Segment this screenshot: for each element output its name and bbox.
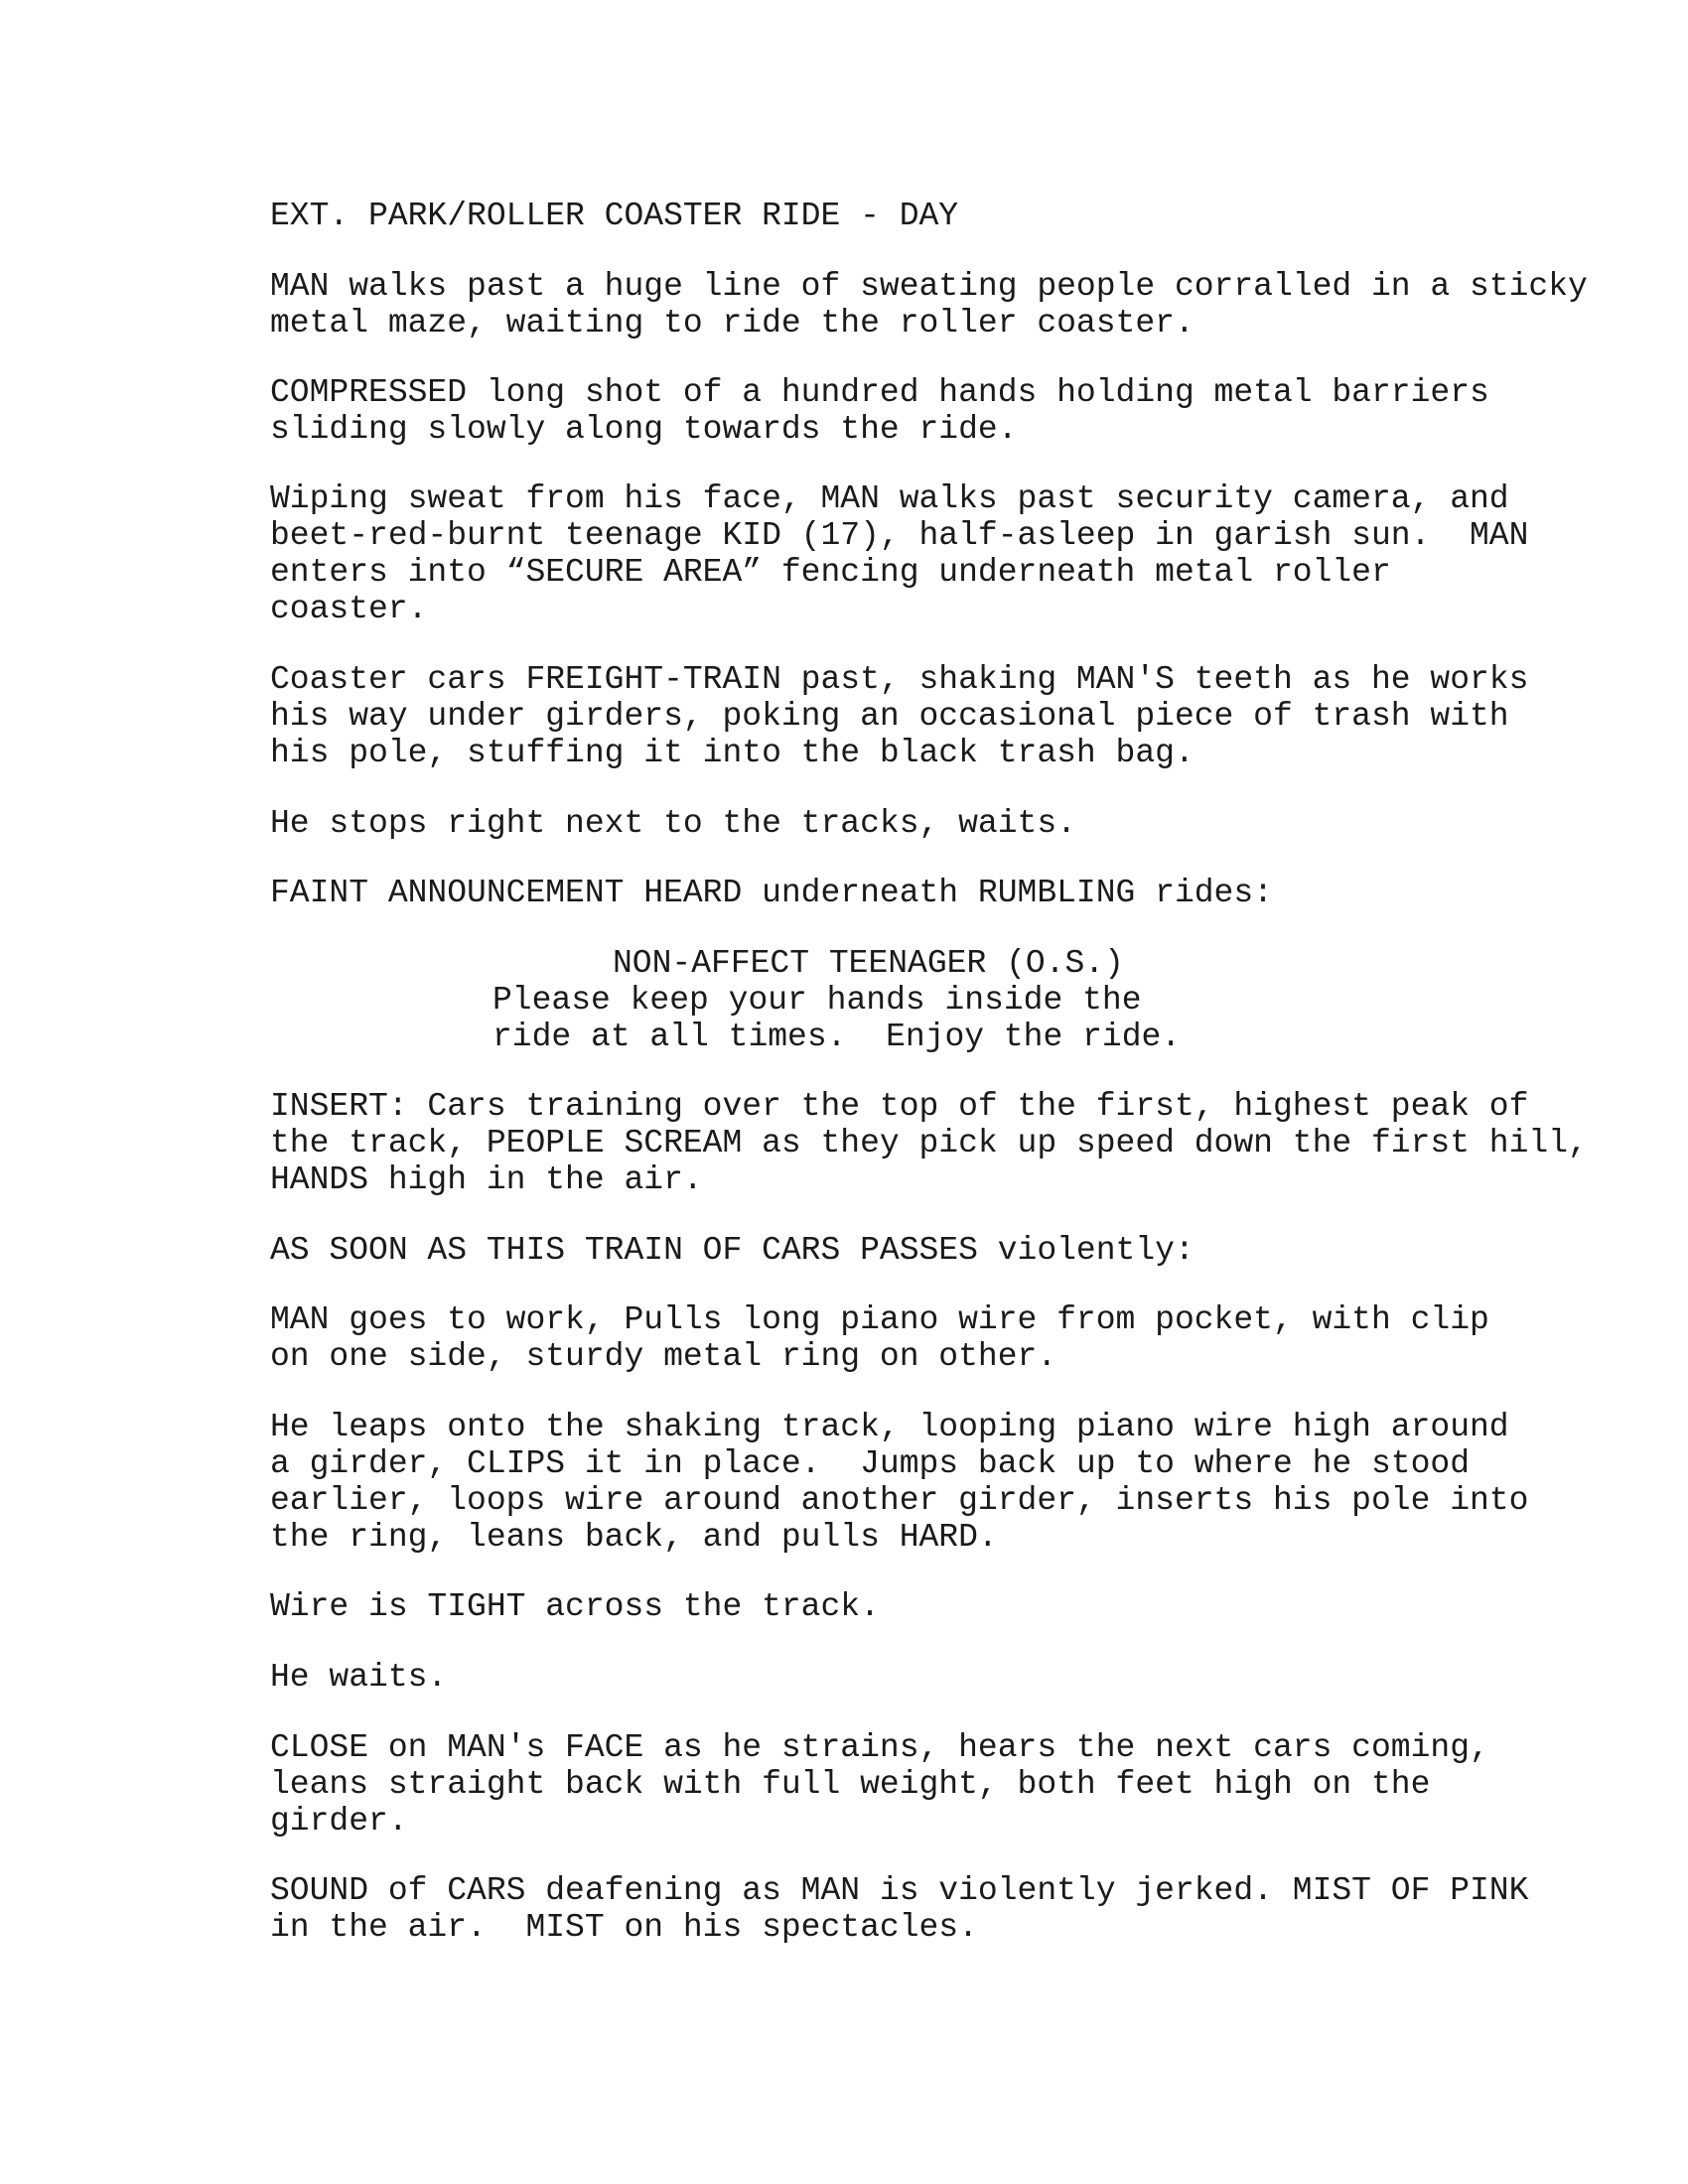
- action-line: COMPRESSED long shot of a hundred hands holding metal barriers: [270, 374, 1489, 411]
- action-line: HANDS high in the air.: [270, 1161, 703, 1198]
- action-line: sliding slowly along towards the ride.: [270, 411, 1018, 448]
- action-line: his way under girders, poking an occasional piece of trash with: [270, 698, 1509, 735]
- action-line: He leaps onto the shaking track, looping piano wire high around: [270, 1409, 1509, 1445]
- action-line: Wiping sweat from his face, MAN walks past security camera, and: [270, 480, 1509, 517]
- action-line: Wire is TIGHT across the track.: [270, 1588, 880, 1625]
- action-line: INSERT: Cars training over the top of the first, highest peak of: [270, 1088, 1529, 1125]
- dialogue-line: Please keep your hands inside the: [492, 982, 1142, 1019]
- action-line: AS SOON AS THIS TRAIN OF CARS PASSES violently:: [270, 1232, 1195, 1269]
- dialogue-character: NON-AFFECT TEENAGER (O.S.): [613, 945, 1124, 982]
- action-line: a girder, CLIPS it in place. Jumps back up to where he stood: [270, 1445, 1470, 1482]
- action-line: the ring, leans back, and pulls HARD.: [270, 1519, 998, 1556]
- action-line: He stops right next to the tracks, waits.: [270, 805, 1076, 842]
- action-line: his pole, stuffing it into the black trash bag.: [270, 735, 1195, 771]
- action-line: enters into “SECURE AREA” fencing underneath metal roller: [270, 554, 1391, 591]
- action-line: earlier, loops wire around another girder, inserts his pole into: [270, 1482, 1529, 1519]
- action-line: coaster.: [270, 591, 428, 627]
- action-line: CLOSE on MAN's FACE as he strains, hears the next cars coming,: [270, 1729, 1489, 1766]
- action-line: MAN walks past a huge line of sweating people corralled in a sticky: [270, 268, 1588, 305]
- action-line: on one side, sturdy metal ring on other.: [270, 1338, 1057, 1375]
- action-line: SOUND of CARS deafening as MAN is violently jerked. MIST OF PINK: [270, 1872, 1529, 1909]
- action-line: in the air. MIST on his spectacles.: [270, 1909, 978, 1946]
- action-line: beet-red-burnt teenage KID (17), half-asleep in garish sun. MAN: [270, 517, 1529, 554]
- action-line: the track, PEOPLE SCREAM as they pick up speed down the first hill,: [270, 1125, 1588, 1161]
- action-line: He waits.: [270, 1659, 448, 1696]
- scene-heading: EXT. PARK/ROLLER COASTER RIDE - DAY: [270, 198, 959, 234]
- dialogue-line: ride at all times. Enjoy the ride.: [492, 1019, 1182, 1055]
- action-line: metal maze, waiting to ride the roller coaster.: [270, 305, 1195, 341]
- action-line: girder.: [270, 1803, 408, 1840]
- action-line: MAN goes to work, Pulls long piano wire from pocket, with clip: [270, 1301, 1489, 1338]
- action-line: FAINT ANNOUNCEMENT HEARD underneath RUMBLING rides:: [270, 875, 1273, 911]
- action-line: Coaster cars FREIGHT-TRAIN past, shaking MAN'S teeth as he works: [270, 661, 1529, 698]
- action-line: leans straight back with full weight, both feet high on the: [270, 1766, 1431, 1803]
